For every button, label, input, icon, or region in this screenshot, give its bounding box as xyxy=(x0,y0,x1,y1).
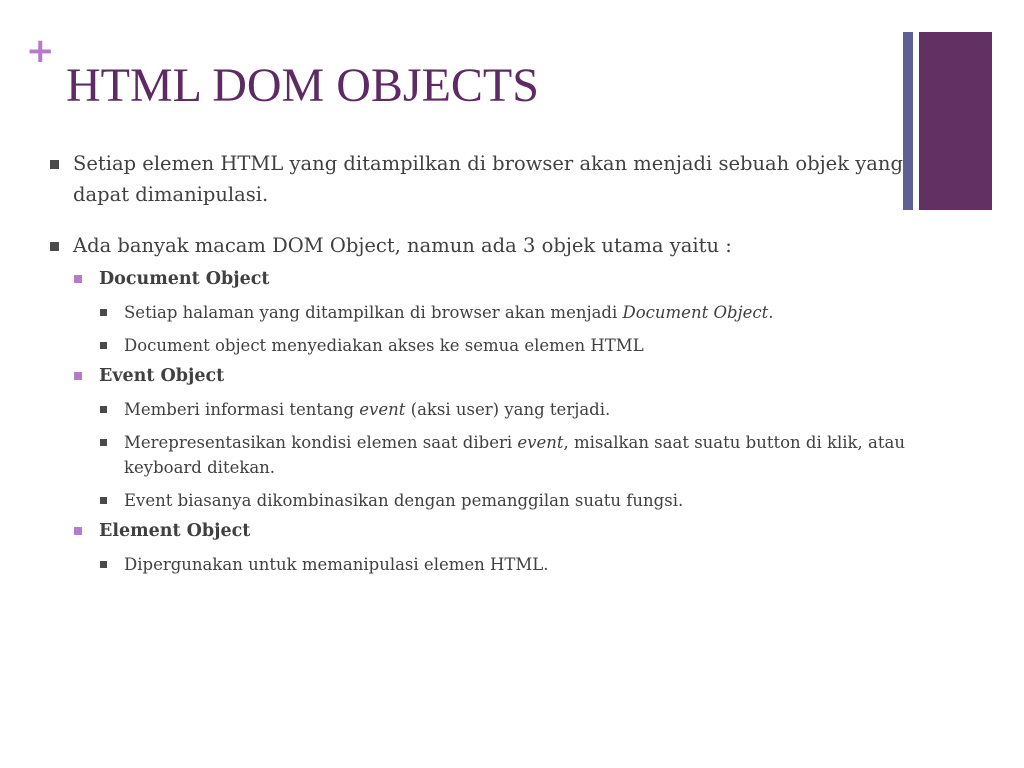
item-text: Dipergunakan untuk memanipulasi elemen HTML. xyxy=(124,555,549,574)
square-bullet-icon xyxy=(100,561,107,568)
item-text: Event biasanya dikombinasikan dengan pemanggilan suatu fungsi. xyxy=(124,491,684,510)
square-bullet-icon xyxy=(74,527,82,535)
bullet-item-objects xyxy=(48,148,928,210)
square-bullet-icon xyxy=(74,372,82,380)
subheading-event-object xyxy=(48,363,928,389)
item-text: Memberi informasi tentang xyxy=(124,400,360,419)
subheading-text: Element Object xyxy=(99,521,251,541)
subheading-text: Event Object xyxy=(99,366,225,386)
square-bullet-icon xyxy=(74,275,82,283)
square-bullet-icon xyxy=(100,497,107,504)
item-text-emphasis: event xyxy=(359,400,406,419)
square-bullet-icon xyxy=(100,342,107,349)
list-item xyxy=(48,430,928,480)
slide-content xyxy=(48,148,928,577)
item-text: Document object menyediakan akses ke semua elemen HTML xyxy=(124,336,644,355)
list-item xyxy=(48,552,928,577)
subheading-element-object xyxy=(48,518,928,544)
list-item xyxy=(48,333,928,358)
plus-sign: + xyxy=(26,31,55,71)
square-bullet-icon xyxy=(100,309,107,316)
square-bullet-icon xyxy=(100,439,107,446)
item-text: Setiap halaman yang ditampilkan di browser akan menjadi xyxy=(124,303,623,322)
item-text-emphasis: event xyxy=(517,433,564,452)
item-text: . xyxy=(768,303,774,322)
list-item xyxy=(48,488,928,513)
square-bullet-icon xyxy=(50,242,59,251)
item-text: (aksi user) yang terjadi. xyxy=(405,400,611,419)
item-text: , misalkan saat suatu button di klik, atau keyboard ditekan. xyxy=(124,433,905,477)
bullet-text: Ada banyak macam DOM Object, namun ada 3 objek utama yaitu : xyxy=(73,234,732,257)
subheading-text: Document Object xyxy=(99,269,270,289)
bullet-item-dom-objects xyxy=(48,230,928,261)
item-text-emphasis: Document Object xyxy=(622,303,769,322)
list-item xyxy=(48,397,928,422)
square-bullet-icon xyxy=(50,160,59,169)
list-item xyxy=(48,300,928,325)
subheading-document-object xyxy=(48,266,928,292)
square-bullet-icon xyxy=(100,406,107,413)
bullet-text: Setiap elemen HTML yang ditampilkan di browser akan menjadi sebuah objek yang dapat dimanipulasi. xyxy=(73,152,903,206)
item-text: Merepresentasikan kondisi elemen saat diberi xyxy=(124,433,518,452)
slide-title: HTML DOM OBJECTS xyxy=(66,59,539,112)
decor-bar-thick xyxy=(919,32,992,210)
